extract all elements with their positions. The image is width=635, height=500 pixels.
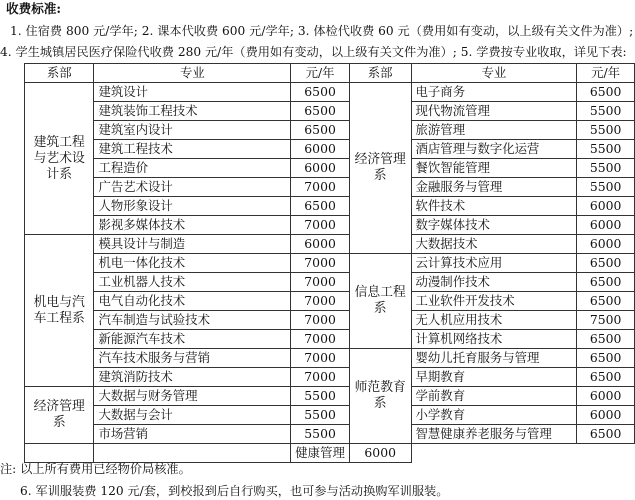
fee-cell: 6000 bbox=[577, 216, 635, 235]
fee-cell: 6000 bbox=[577, 197, 635, 216]
fee-cell: 6500 bbox=[577, 368, 635, 387]
fee-cell: 6500 bbox=[291, 197, 350, 216]
fee-cell: 6000 bbox=[291, 159, 350, 178]
fee-cell: 5500 bbox=[577, 121, 635, 140]
fee-line-6: 6. 军训服装费 120 元/套，到校报到后自行购买，也可参与活动换购军训服装。 bbox=[20, 484, 449, 498]
fee-cell: 5500 bbox=[577, 140, 635, 159]
major-cell: 早期教育 bbox=[411, 368, 577, 387]
major-cell: 机电一体化技术 bbox=[94, 254, 291, 273]
major-cell: 人物形象设计 bbox=[94, 197, 291, 216]
major-cell: 工业软件开发技术 bbox=[411, 292, 577, 311]
major-cell: 计算机网络技术 bbox=[411, 330, 577, 349]
major-cell: 餐饮智能管理 bbox=[411, 159, 577, 178]
major-cell: 旅游管理 bbox=[411, 121, 577, 140]
header-dept-left: 系部 bbox=[25, 64, 94, 83]
major-cell: 电气自动化技术 bbox=[94, 292, 291, 311]
major-cell: 无人机应用技术 bbox=[411, 311, 577, 330]
major-cell: 软件技术 bbox=[411, 197, 577, 216]
table-row bbox=[25, 368, 635, 387]
major-cell: 建筑设计 bbox=[94, 83, 291, 102]
major-cell: 工业机器人技术 bbox=[94, 273, 291, 292]
major-cell: 大数据与会计 bbox=[94, 406, 291, 425]
fee-cell: 6000 bbox=[291, 235, 350, 254]
header-fee-left: 元/年 bbox=[291, 64, 350, 83]
fee-cell: 6500 bbox=[577, 425, 635, 444]
fee-cell: 5500 bbox=[577, 178, 635, 197]
major-cell: 影视多媒体技术 bbox=[94, 216, 291, 235]
major-cell: 数字媒体技术 bbox=[411, 216, 577, 235]
major-cell: 广告艺术设计 bbox=[94, 178, 291, 197]
table-row bbox=[25, 387, 635, 406]
major-cell: 学前教育 bbox=[411, 387, 577, 406]
major-cell: 小学教育 bbox=[411, 406, 577, 425]
fee-cell: 7000 bbox=[291, 311, 350, 330]
fee-cell: 6000 bbox=[577, 406, 635, 425]
fee-cell: 5500 bbox=[577, 159, 635, 178]
fee-cell: 7000 bbox=[291, 178, 350, 197]
fee-cell: 5500 bbox=[291, 425, 350, 444]
fee-cell: 6000 bbox=[577, 235, 635, 254]
major-cell: 健康管理 bbox=[291, 444, 350, 463]
fee-standard-heading: 收费标准: bbox=[6, 1, 62, 16]
major-cell: 汽车制造与试验技术 bbox=[94, 311, 291, 330]
tuition-fee-table bbox=[24, 63, 635, 463]
header-dept-right: 系部 bbox=[349, 64, 411, 83]
fee-cell: 6000 bbox=[577, 387, 635, 406]
major-cell: 大数据与财务管理 bbox=[94, 387, 291, 406]
dept-cell: 信息工程系 bbox=[349, 254, 411, 349]
major-cell: 婴幼儿托育服务与管理 bbox=[411, 349, 577, 368]
major-cell: 电子商务 bbox=[411, 83, 577, 102]
fee-cell: 6500 bbox=[577, 292, 635, 311]
fee-cell: 6500 bbox=[577, 330, 635, 349]
major-cell: 模具设计与制造 bbox=[94, 235, 291, 254]
major-cell: 现代物流管理 bbox=[411, 102, 577, 121]
major-cell: 市场营销 bbox=[94, 425, 291, 444]
fee-cell: 6000 bbox=[349, 444, 411, 463]
table-row bbox=[25, 330, 635, 349]
table-row bbox=[25, 216, 635, 235]
header-major-right: 专业 bbox=[411, 64, 577, 83]
fee-cell: 5500 bbox=[291, 387, 350, 406]
fee-cell: 5500 bbox=[577, 102, 635, 121]
major-cell: 建筑工程技术 bbox=[94, 140, 291, 159]
dept-cell: 建筑工程与艺术设计系 bbox=[25, 83, 94, 235]
table-row bbox=[25, 121, 635, 140]
major-cell: 建筑室内设计 bbox=[94, 121, 291, 140]
fee-line-1: 1. 住宿费 800 元/学年; 2. 课本代收费 600 元/学年; 3. 体检代收费 60 元（费用如有变动，以上级有关文件为准）; bbox=[10, 24, 634, 38]
table-row bbox=[25, 349, 635, 368]
major-cell: 动漫制作技术 bbox=[411, 273, 577, 292]
table-row bbox=[25, 140, 635, 159]
fee-cell: 6500 bbox=[577, 273, 635, 292]
fee-cell: 6500 bbox=[577, 254, 635, 273]
dept-cell: 经济管理系 bbox=[349, 83, 411, 254]
fee-cell: 6500 bbox=[577, 83, 635, 102]
major-cell: 大数据技术 bbox=[411, 235, 577, 254]
fee-cell: 7500 bbox=[577, 311, 635, 330]
major-cell: 汽车技术服务与营销 bbox=[94, 349, 291, 368]
dept-cell: 师范教育系 bbox=[349, 349, 411, 444]
major-cell bbox=[25, 444, 94, 463]
fee-cell: 7000 bbox=[291, 330, 350, 349]
fee-cell: 6500 bbox=[291, 121, 350, 140]
fee-cell: 6500 bbox=[291, 102, 350, 121]
table-row bbox=[25, 102, 635, 121]
dept-cell: 机电与汽车工程系 bbox=[25, 235, 94, 387]
fee-cell bbox=[94, 444, 291, 463]
table-row bbox=[25, 273, 635, 292]
fee-cell: 7000 bbox=[291, 254, 350, 273]
major-cell: 金融服务与管理 bbox=[411, 178, 577, 197]
table-row bbox=[25, 83, 635, 102]
major-cell: 建筑消防技术 bbox=[94, 368, 291, 387]
header-fee-right: 元/年 bbox=[577, 64, 635, 83]
major-cell: 酒店管理与数字化运营 bbox=[411, 140, 577, 159]
fee-cell: 7000 bbox=[291, 273, 350, 292]
table-row bbox=[25, 292, 635, 311]
table-row bbox=[25, 406, 635, 425]
price-approval-note: 注: 以上所有费用已经物价局核准。 bbox=[0, 462, 191, 476]
fee-cell: 7000 bbox=[291, 216, 350, 235]
fee-cell: 6000 bbox=[291, 140, 350, 159]
fee-cell: 6500 bbox=[577, 349, 635, 368]
table-row bbox=[25, 425, 635, 444]
major-cell: 新能源汽车技术 bbox=[94, 330, 291, 349]
dept-cell: 经济管理系 bbox=[25, 387, 94, 444]
fee-cell: 7000 bbox=[291, 292, 350, 311]
table-row bbox=[25, 235, 635, 254]
table-row bbox=[25, 254, 635, 273]
major-cell: 云计算技术应用 bbox=[411, 254, 577, 273]
table-row bbox=[25, 178, 635, 197]
table-row bbox=[25, 444, 635, 463]
fee-cell: 7000 bbox=[291, 349, 350, 368]
table-row bbox=[25, 159, 635, 178]
major-cell: 智慧健康养老服务与管理 bbox=[411, 425, 577, 444]
table-row bbox=[25, 197, 635, 216]
major-cell: 工程造价 bbox=[94, 159, 291, 178]
header-major-left: 专业 bbox=[94, 64, 291, 83]
major-cell: 建筑装饰工程技术 bbox=[94, 102, 291, 121]
fee-line-2: 4. 学生城镇居民医疗保险代收费 280 元/年（费用如有变动，以上级有关文件为准）; 5. 学费按专业收取，详见下表: bbox=[0, 45, 627, 59]
table-row bbox=[25, 311, 635, 330]
fee-cell: 5500 bbox=[291, 406, 350, 425]
fee-cell: 7000 bbox=[291, 368, 350, 387]
table-header-row bbox=[25, 64, 635, 83]
fee-cell: 6500 bbox=[291, 83, 350, 102]
